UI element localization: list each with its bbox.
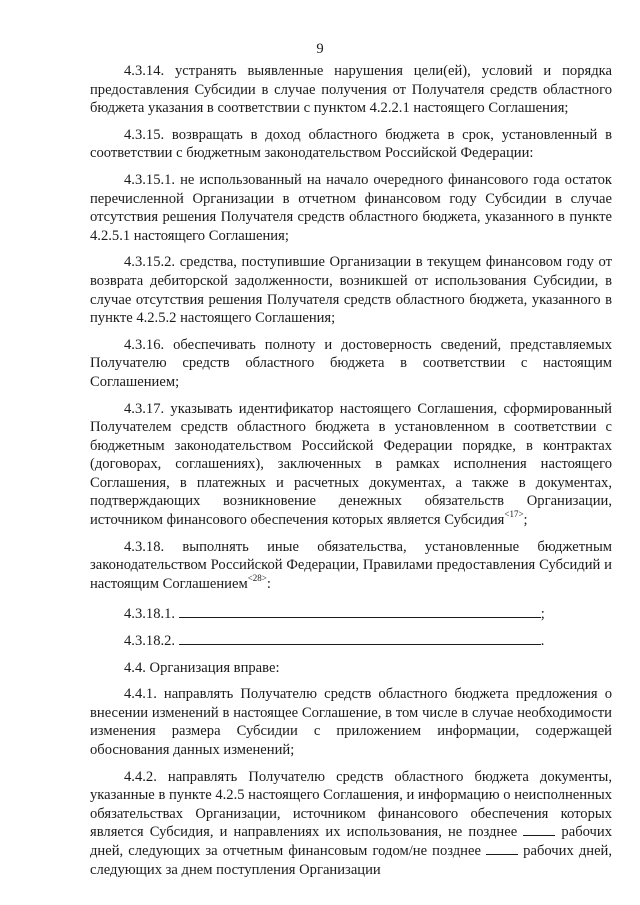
page-number: 9: [316, 41, 324, 57]
fill-in-line: [179, 632, 541, 645]
clause-4-3-17: [90, 400, 612, 530]
blank-days-2: [486, 842, 518, 855]
clause-4-3-18-1: [90, 605, 612, 624]
clause-4-3-15-2: 4.3.15.2. средства, поступившие Организации в текущем финансовом году от возврата дебиторской задолженности, возникшей от использования Субсидии, в случае отсутствия решения Получателя средств областного бюджета, указанного в пункте 4.2.5.2 настоящего Соглашения;: [90, 254, 612, 327]
clause-4-3-18-1-number: 4.3.18.1.: [124, 606, 176, 623]
blank-days-1: [523, 823, 555, 836]
clause-4-4-1: 4.4.1. направлять Получателю средств областного бюджета предложения о внесении изменений в настоящее Соглашение, в том числе в случае необходимости изменения размера Субсидии с приложением информации, содержащей обоснования данных изменений;: [90, 686, 612, 758]
clause-4-4-2-text-b: рабочих дней, следующих за отчетным финансовым годом/не позднее: [90, 824, 612, 859]
clause-4-3-15: 4.3.15. возвращать в доход областного бюджета в срок, установленный в соответствии с бюджетным законодательством Российской Федерации:: [90, 126, 612, 162]
clause-4-3-16: 4.3.16. обеспечивать полноту и достоверность сведений, представляемых Получателю средств областного бюджета в соответствии с настоящим Соглашением;: [90, 336, 612, 390]
clause-4-3-17-end: ;: [523, 512, 528, 529]
clause-4-3-18-2-number: 4.3.18.2.: [124, 633, 176, 650]
clause-4-3-18-end: :: [266, 575, 271, 592]
clause-4-3-18-2-end: .: [540, 633, 545, 650]
document-body: [90, 62, 612, 879]
clause-4-4-2: [90, 768, 612, 880]
clause-4-3-14: 4.3.14. устранять выявленные нарушения цели(ей), условий и порядка предоставления Субсидии в случае получения от Получателя средств областного бюджета указания в соответствии с пунктом 4.2.2.1 настоящего Соглашения;: [90, 63, 612, 117]
footnote-ref-28: <28>: [247, 572, 267, 583]
clause-4-3-17-text: 4.3.17. указывать идентификатор настоящего Соглашения, сформированный Получателем средств областного бюджета в установленном в соответствии с бюджетным законодательством Российской Федерации порядке, в контрактах (договорах, соглашениях), заключенных в рамках исполнения настоящего Соглашения, в платежных и расчетных документах, а также в документах, подтверждающих возникновение денежных обязательств Организации, источником финансового обеспечения которых является Субсидия: [90, 400, 612, 529]
clause-4-4-2-text-c: рабочих дней, следующих за днем поступления Организации: [90, 842, 613, 878]
fill-in-line: [179, 605, 541, 618]
footnote-ref-17: <17>: [504, 509, 524, 520]
clause-4-4-2-text-a: 4.4.2. направлять Получателю средств областного бюджета документы, указанные в пункте 4.2.5 настоящего Соглашения, и информацию о неисполненных обязательствах Организации, источником финансового обеспечения которых является Субсидия, и направлениях их использования, не позднее: [90, 768, 612, 841]
clause-4-3-18-text: 4.3.18. выполнять иные обязательства, установленные бюджетным законодательством Российской Федерации, Правилами предоставления Субсидий и настоящим Соглашением: [90, 538, 612, 592]
clause-4-3-15-1: 4.3.15.1. не использованный на начало очередного финансового года остаток перечисленной Организации в отчетном финансовом году Субсидии в случае отсутствия решения Получателя средств областного бюджета, указанного в пункте 4.2.5.1 настоящего Соглашения;: [90, 171, 612, 244]
clause-4-3-18-1-end: ;: [540, 606, 545, 623]
clause-4-4: 4.4. Организация вправе:: [124, 659, 280, 676]
clause-4-3-18: [90, 538, 612, 594]
clause-4-3-18-2: [90, 632, 612, 651]
